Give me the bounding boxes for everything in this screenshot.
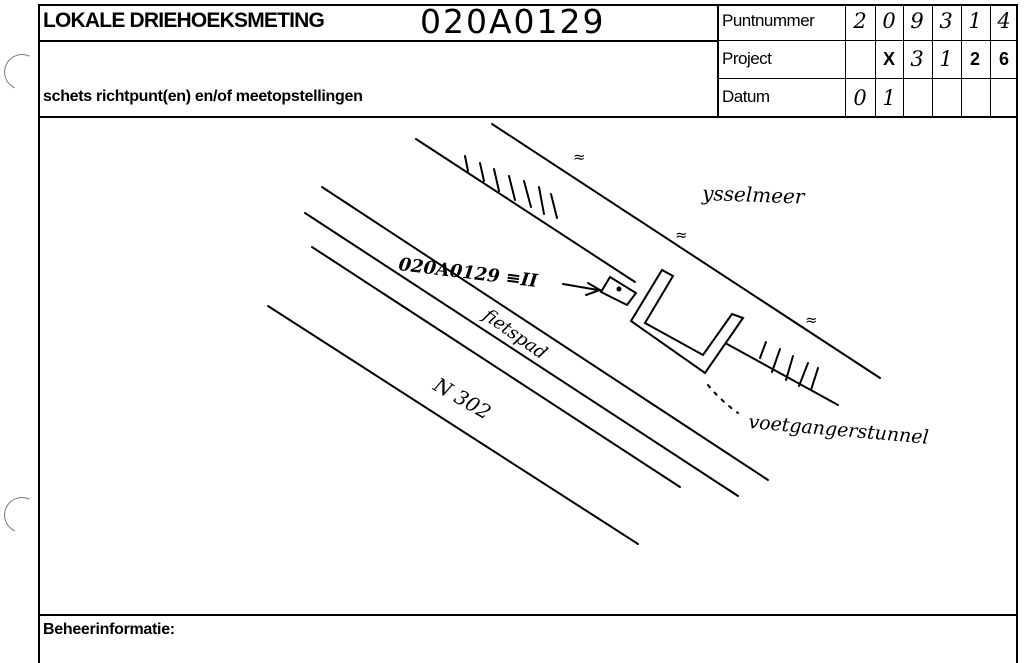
puntnummer-digit: 0 (882, 9, 896, 33)
survey-point-dot (617, 287, 622, 292)
datum-digit: 0 (853, 86, 867, 110)
puntnummer-digit: 4 (997, 9, 1011, 33)
wave-mark: ≈ (675, 226, 688, 244)
road-label: N 302 (429, 372, 496, 425)
form-title: LOKALE DRIEHOEKSMETING (43, 9, 325, 32)
sketch-subtitle: schets richtpunt(en) en/of meetopstellingen (43, 88, 363, 105)
project-digit: 6 (998, 49, 1009, 69)
project-digit: 2 (969, 49, 980, 69)
wave-mark: ≈ (573, 148, 586, 166)
datum-label: Datum (722, 87, 770, 106)
beheer-label: Beheerinformatie: (43, 621, 175, 638)
point-label: 020A0129 ≡II (397, 254, 539, 293)
dike-line (727, 344, 838, 405)
wave-mark: ≈ (805, 311, 818, 329)
point-code-handwritten: 020A0129 (420, 2, 606, 41)
project-label: Project (722, 49, 772, 68)
shoreline-line (492, 124, 880, 378)
project-digit: 3 (910, 47, 924, 71)
bike-path-edge (322, 187, 768, 480)
bike-path-edge (305, 213, 738, 496)
puntnummer-digit: 2 (853, 9, 867, 33)
tunnel-label: voetgangerstunnel (747, 411, 930, 449)
puntnummer-digit: 9 (910, 9, 924, 33)
bike-path-label: fietspad (479, 304, 551, 364)
project-digit: X (882, 49, 895, 69)
puntnummer-digit: 1 (968, 9, 982, 33)
datum-digit: 1 (882, 86, 896, 110)
pedestrian-tunnel-outline (631, 270, 743, 373)
water-label: ysselmeer (701, 181, 805, 209)
puntnummer-label: Puntnummer (722, 11, 815, 30)
embankment-hatch-upper (465, 156, 557, 218)
puntnummer-digit: 3 (939, 9, 953, 33)
project-digit: 1 (939, 47, 953, 71)
road-edge (268, 306, 638, 544)
tunnel-leader-dashed (708, 385, 738, 413)
